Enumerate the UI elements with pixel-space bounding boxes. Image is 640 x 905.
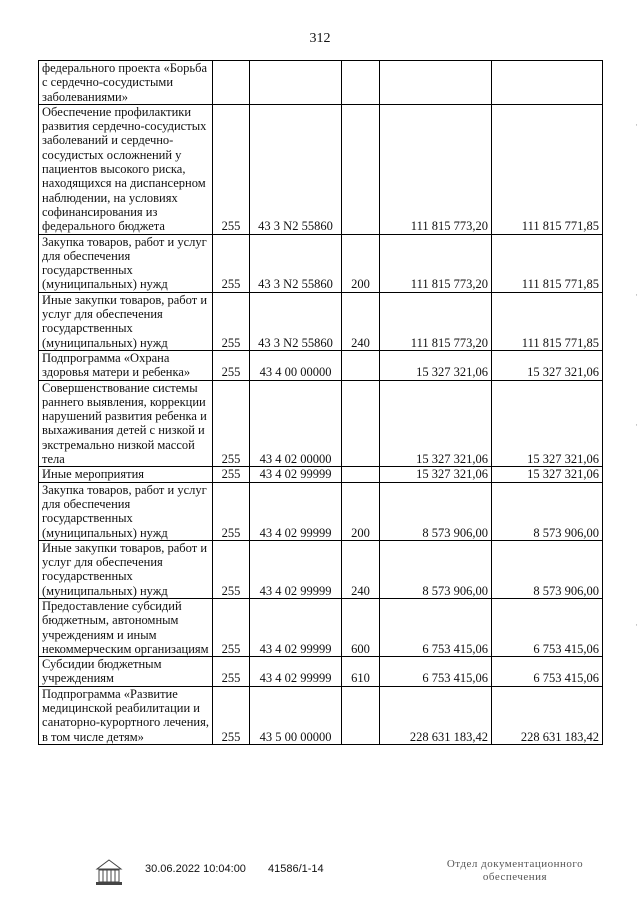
row-plan-cell: [380, 61, 492, 105]
stamp-line-1: Отдел документационного: [446, 858, 584, 870]
row-type-cell: [342, 350, 380, 380]
row-type-cell: [342, 380, 380, 467]
table-row: [39, 657, 603, 687]
row-dept-cell: 255: [213, 350, 250, 380]
registry-stamp: [430, 858, 600, 884]
row-name-cell: Иные закупки товаров, работ и услуг для обеспечения государственных (муниципальных) нужд: [39, 292, 213, 350]
footer-datetime: 30.06.2022 10:04:00: [145, 863, 246, 875]
row-code-cell: 43 3 N2 55860: [250, 292, 342, 350]
row-type-cell: 240: [342, 292, 380, 350]
row-exec-cell: 111 815 771,85: [492, 234, 603, 292]
row-dept-cell: 255: [213, 467, 250, 482]
row-name-cell: Подпрограмма «Охрана здоровья матери и ребенка»: [39, 350, 213, 380]
table-row: [39, 104, 603, 234]
row-plan-cell: 228 631 183,42: [380, 686, 492, 744]
row-exec-cell: 228 631 183,42: [492, 686, 603, 744]
stamp-line-2: обеспечения: [482, 871, 548, 883]
row-type-cell: [342, 104, 380, 234]
row-name-cell: Иные закупки товаров, работ и услуг для обеспечения государственных (муниципальных) нужд: [39, 540, 213, 598]
row-type-cell: 610: [342, 657, 380, 687]
row-type-cell: [342, 61, 380, 105]
row-code-cell: 43 4 00 00000: [250, 350, 342, 380]
row-dept-cell: 255: [213, 686, 250, 744]
row-exec-cell: 111 815 771,85: [492, 292, 603, 350]
row-type-cell: 240: [342, 540, 380, 598]
footer-doc-number: 41586/1-14: [268, 863, 324, 875]
row-dept-cell: 255: [213, 380, 250, 467]
row-dept-cell: 255: [213, 540, 250, 598]
row-exec-cell: 111 815 771,85: [492, 104, 603, 234]
row-plan-cell: 111 815 773,20: [380, 104, 492, 234]
row-exec-cell: 8 573 906,00: [492, 540, 603, 598]
scan-mark: ·: [635, 420, 638, 430]
row-type-cell: 200: [342, 482, 380, 540]
row-plan-cell: 111 815 773,20: [380, 292, 492, 350]
row-name-cell: Предоставление субсидий бюджетным, автономным учреждениям и иным некоммерческим организациям: [39, 598, 213, 656]
table-row: [39, 467, 603, 482]
row-name-cell: Подпрограмма «Развитие медицинской реабилитации и санаторно-курортного лечения, в том числе детям»: [39, 686, 213, 744]
row-plan-cell: 111 815 773,20: [380, 234, 492, 292]
row-plan-cell: 6 753 415,06: [380, 598, 492, 656]
row-plan-cell: 15 327 321,06: [380, 380, 492, 467]
row-code-cell: 43 4 02 99999: [250, 482, 342, 540]
row-name-cell: Совершенствование системы раннего выявления, коррекции нарушений развития ребенка и выхаживания детей с низкой и экстремально низкой массой тела: [39, 380, 213, 467]
row-dept-cell: 255: [213, 234, 250, 292]
row-name-cell: Закупка товаров, работ и услуг для обеспечения государственных (муниципальных) нужд: [39, 234, 213, 292]
row-code-cell: 43 4 02 99999: [250, 598, 342, 656]
row-name-cell: Обеспечение профилактики развития сердечно-сосудистых заболеваний и сердечно-сосудистых осложнений у пациентов высокого риска, находящихся на диспансерном наблюдении, на условиях софинансирования из федерального бюджета: [39, 104, 213, 234]
table-row: [39, 686, 603, 744]
row-type-cell: [342, 686, 380, 744]
scan-mark: ·: [635, 290, 638, 300]
row-exec-cell: 6 753 415,06: [492, 657, 603, 687]
row-exec-cell: 15 327 321,06: [492, 380, 603, 467]
row-dept-cell: 255: [213, 104, 250, 234]
page-number: 312: [309, 31, 331, 46]
row-dept-cell: 255: [213, 657, 250, 687]
scan-mark: ·: [635, 620, 638, 630]
budget-table: [38, 60, 603, 745]
row-type-cell: [342, 467, 380, 482]
row-exec-cell: [492, 61, 603, 105]
row-code-cell: [250, 61, 342, 105]
row-code-cell: 43 4 02 00000: [250, 380, 342, 467]
row-plan-cell: 15 327 321,06: [380, 467, 492, 482]
row-code-cell: 43 5 00 00000: [250, 686, 342, 744]
scan-mark: ·: [635, 120, 638, 130]
row-code-cell: 43 3 N2 55860: [250, 234, 342, 292]
row-dept-cell: [213, 61, 250, 105]
row-plan-cell: 6 753 415,06: [380, 657, 492, 687]
page-footer: [0, 858, 640, 898]
row-type-cell: 600: [342, 598, 380, 656]
row-plan-cell: 15 327 321,06: [380, 350, 492, 380]
emblem-icon: [92, 858, 126, 893]
table-row: [39, 292, 603, 350]
row-plan-cell: 8 573 906,00: [380, 540, 492, 598]
row-name-cell: федерального проекта «Борьба с сердечно-сосудистыми заболеваниями»: [39, 61, 213, 105]
row-exec-cell: 15 327 321,06: [492, 467, 603, 482]
row-exec-cell: 8 573 906,00: [492, 482, 603, 540]
row-code-cell: 43 4 02 99999: [250, 657, 342, 687]
row-name-cell: Субсидии бюджетным учреждениям: [39, 657, 213, 687]
row-exec-cell: 6 753 415,06: [492, 598, 603, 656]
row-code-cell: 43 4 02 99999: [250, 467, 342, 482]
table-row: [39, 234, 603, 292]
row-dept-cell: 255: [213, 482, 250, 540]
row-exec-cell: 15 327 321,06: [492, 350, 603, 380]
row-code-cell: 43 4 02 99999: [250, 540, 342, 598]
row-dept-cell: 255: [213, 598, 250, 656]
table-row: [39, 482, 603, 540]
table-row: [39, 61, 603, 105]
row-code-cell: 43 3 N2 55860: [250, 104, 342, 234]
row-dept-cell: 255: [213, 292, 250, 350]
table-row: [39, 540, 603, 598]
table-row: [39, 350, 603, 380]
row-name-cell: Иные мероприятия: [39, 467, 213, 482]
table-row: [39, 598, 603, 656]
row-plan-cell: 8 573 906,00: [380, 482, 492, 540]
table-row: [39, 380, 603, 467]
row-type-cell: 200: [342, 234, 380, 292]
row-name-cell: Закупка товаров, работ и услуг для обеспечения государственных (муниципальных) нужд: [39, 482, 213, 540]
budget-table-body: [39, 61, 603, 745]
